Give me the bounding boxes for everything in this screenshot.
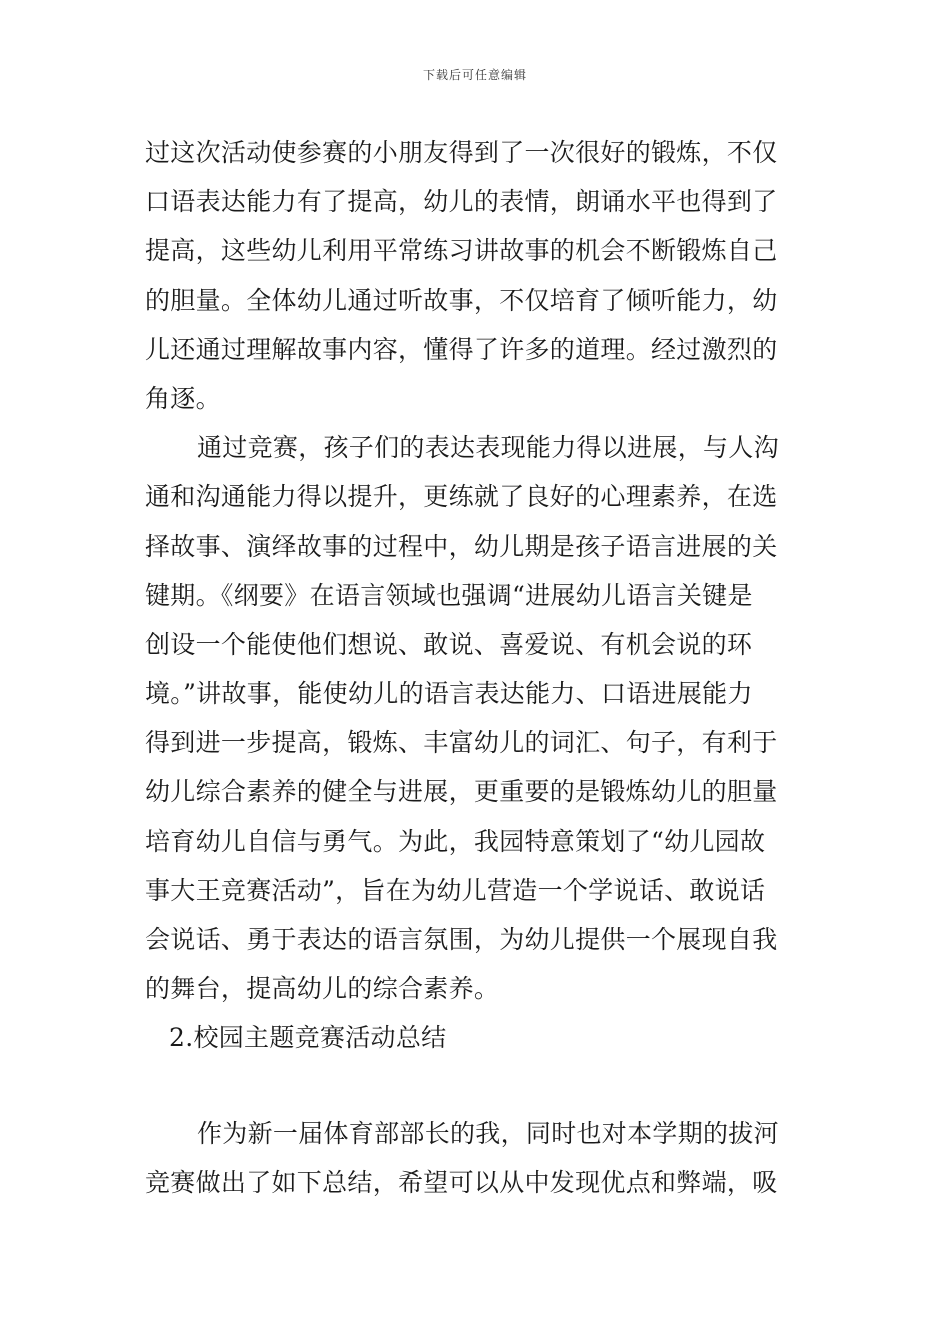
paragraph-3 xyxy=(145,1109,807,1207)
document-body xyxy=(145,128,807,1207)
text-line: 竞赛做出了如下总结，希望可以从中发现优点和弊端，吸 xyxy=(145,1167,778,1197)
text-line: 通和沟通能力得以提升，更练就了良好的心理素养，在选 xyxy=(145,482,778,512)
text-line: 口语表达能力有了提高，幼儿的表情，朗诵水平也得到了 xyxy=(145,187,778,217)
text-line: 提高，这些幼儿利用平常练习讲故事的机会不断锻炼自己 xyxy=(145,236,778,266)
text-line: 幼儿综合素养的健全与进展，更重要的是锻炼幼儿的胆量 xyxy=(145,777,778,807)
spacer xyxy=(145,1063,807,1109)
text-line: 创设一个能使他们想说、敢说、喜爱说、有机会说的环 xyxy=(145,629,753,659)
text-line: 的舞台，提高幼儿的综合素养。 xyxy=(145,974,500,1004)
text-line: 作为新一届体育部部长的我，同时也对本学期的拔河 xyxy=(197,1118,779,1148)
text-line: 事大王竞赛活动”，旨在为幼儿营造一个学说话、敢说话 xyxy=(145,875,766,905)
section-heading: 2.校园主题竞赛活动总结 xyxy=(169,1023,447,1053)
text-line: 得到进一步提高，锻炼、丰富幼儿的词汇、句子，有利于 xyxy=(145,728,778,758)
text-line: 过这次活动使参赛的小朋友得到了一次很好的锻炼，不仅 xyxy=(145,138,778,167)
text-line: 择故事、演绎故事的过程中，幼儿期是孩子语言进展的关 xyxy=(145,531,778,561)
paragraph-1 xyxy=(145,128,807,423)
text-line: 通过竞赛，孩子们的表达表现能力得以进展，与人沟 xyxy=(197,433,779,463)
text-line: 键期。《纲要》在语言领域也强调“进展幼儿语言关键是 xyxy=(145,580,753,610)
text-line: 培育幼儿自信与勇气。为此，我园特意策划了“幼儿园故 xyxy=(145,826,766,856)
text-line: 角逐。 xyxy=(145,383,221,413)
paragraph-2 xyxy=(145,423,807,1013)
text-line: 境。”讲故事，能使幼儿的语言表达能力、口语进展能力 xyxy=(145,679,753,709)
page-header-note: 下载后可任意编辑 xyxy=(422,68,527,82)
text-line: 的胆量。全体幼儿通过听故事，不仅培育了倾听能力，幼 xyxy=(145,285,778,315)
text-line: 会说话、勇于表达的语言氛围，为幼儿提供一个展现自我 xyxy=(145,925,778,954)
text-line: 儿还通过理解故事内容，懂得了许多的道理。经过激烈的 xyxy=(145,334,778,364)
